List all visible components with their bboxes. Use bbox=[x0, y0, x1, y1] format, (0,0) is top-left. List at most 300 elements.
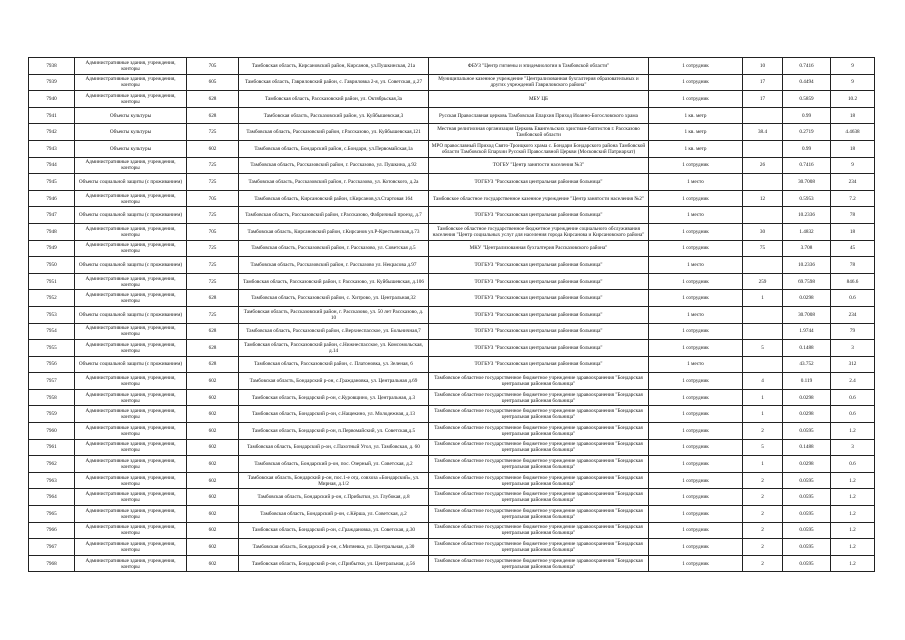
unit-cell: 1 сотрудник bbox=[649, 539, 743, 556]
value-cell: 0.0298 bbox=[783, 456, 831, 473]
object-type-cell: Административные здания, учреждения, конторы bbox=[75, 323, 187, 340]
object-type-cell: Административные здания, учреждения, конторы bbox=[75, 273, 187, 290]
organization-cell: Тамбовское областное государственное бюджетное учреждение здравоохранения "Бондарская центральная районная больница" bbox=[429, 439, 649, 456]
organization-cell: Тамбовское областное государственное бюджетное учреждение здравоохранения "Бондарская центральная районная больница" bbox=[429, 555, 649, 572]
quantity-cell: 2 bbox=[743, 489, 783, 506]
code-cell: 602 bbox=[187, 522, 239, 539]
unit-cell: 1 сотрудник bbox=[649, 190, 743, 207]
code-cell: 705 bbox=[187, 223, 239, 240]
table-row bbox=[29, 107, 875, 124]
object-type-cell: Объекты культуры bbox=[75, 107, 187, 124]
table-row bbox=[29, 157, 875, 174]
code-cell: 602 bbox=[187, 506, 239, 523]
row-number-cell: 7967 bbox=[29, 539, 75, 556]
value-cell: 30.7008 bbox=[783, 174, 831, 191]
object-type-cell: Административные здания, учреждения, конторы bbox=[75, 423, 187, 440]
address-cell: Тамбовская область, Бондарский р-он, с.Пахотный Угол, ул. Тамбовская, д. 60 bbox=[239, 439, 429, 456]
unit-cell: 1 сотрудник bbox=[649, 506, 743, 523]
quantity-cell: 1 bbox=[743, 406, 783, 423]
table-row bbox=[29, 240, 875, 257]
row-number-cell: 7947 bbox=[29, 207, 75, 224]
code-cell: 725 bbox=[187, 273, 239, 290]
quantity-cell bbox=[743, 107, 783, 124]
value-cell: 0.0595 bbox=[783, 555, 831, 572]
organization-cell: Местная религиозная организация Церковь Евангельских христиан-баптистов г. Рассказово Тамбовской области bbox=[429, 124, 649, 141]
code-cell: 602 bbox=[187, 140, 239, 157]
row-number-cell: 7952 bbox=[29, 290, 75, 307]
unit-cell: 1 сотрудник bbox=[649, 406, 743, 423]
quantity-cell: 38.4 bbox=[743, 124, 783, 141]
unit-cell: 1 кв. метр bbox=[649, 107, 743, 124]
row-number-cell: 7953 bbox=[29, 306, 75, 323]
unit-cell: 1 сотрудник bbox=[649, 91, 743, 108]
row-number-cell: 7946 bbox=[29, 190, 75, 207]
address-cell: Тамбовская область, Бондарский р-он, с.Граждановка, ул. Центральная д.69 bbox=[239, 373, 429, 390]
table-row bbox=[29, 174, 875, 191]
address-cell: Тамбовская область, Бондарский р-он, с.Нащекино, ул. Молодежная, д.13 bbox=[239, 406, 429, 423]
address-cell: Тамбовская область, Рассказовский район, ул. Октябрьская,3а bbox=[239, 91, 429, 108]
address-cell: Тамбовская область, Рассказовский район, с.Верхнеспасское, ул. Больничная,7 bbox=[239, 323, 429, 340]
quantity-cell bbox=[743, 257, 783, 274]
organization-cell: Тамбовское областное государственное бюджетное учреждение здравоохранения "Бондарская центральная районная больница" bbox=[429, 423, 649, 440]
norm-cell: 9 bbox=[831, 157, 875, 174]
value-cell: 0.0298 bbox=[783, 406, 831, 423]
address-cell: Тамбовская область, Рассказовский район, ул. Куйбышевская,3 bbox=[239, 107, 429, 124]
value-cell: 0.0298 bbox=[783, 290, 831, 307]
address-cell: Тамбовская область, Рассказовский район, г. Рассказово, ул. Советская д.5 bbox=[239, 240, 429, 257]
object-type-cell: Административные здания, учреждения, конторы bbox=[75, 555, 187, 572]
quantity-cell bbox=[743, 306, 783, 323]
address-cell: Тамбовская область, Кирсановский район, г.Кирсанов ул.Р-Крестьянская,д.73 bbox=[239, 223, 429, 240]
table-row bbox=[29, 91, 875, 108]
unit-cell: 1 сотрудник bbox=[649, 273, 743, 290]
value-cell: 0.1488 bbox=[783, 439, 831, 456]
quantity-cell: 26 bbox=[743, 157, 783, 174]
quantity-cell: 30 bbox=[743, 223, 783, 240]
quantity-cell: 17 bbox=[743, 91, 783, 108]
row-number-cell: 7951 bbox=[29, 273, 75, 290]
quantity-cell: 2 bbox=[743, 539, 783, 556]
row-number-cell: 7966 bbox=[29, 522, 75, 539]
object-type-cell: Объекты социальной защиты (с проживанием) bbox=[75, 306, 187, 323]
address-cell: Тамбовская область, Кирсановский район, г.Кирсанов,ул.Стартовая 164 bbox=[239, 190, 429, 207]
address-cell: Тамбовская область, Гавриловский район, с. Гавриловка 2-я, ул. Советская, д.27 bbox=[239, 74, 429, 91]
table-row bbox=[29, 124, 875, 141]
norm-cell: 312 bbox=[831, 356, 875, 373]
address-cell: Тамбовская область, Рассказовский район, г. Рассказово ул. Некрасова д.97 bbox=[239, 257, 429, 274]
table-row bbox=[29, 257, 875, 274]
code-cell: 725 bbox=[187, 124, 239, 141]
table-row bbox=[29, 273, 875, 290]
organization-cell: Тамбовское областное государственное бюджетное учреждение здравоохранения "Бондарская центральная районная больница" bbox=[429, 539, 649, 556]
row-number-cell: 7950 bbox=[29, 257, 75, 274]
table-row bbox=[29, 406, 875, 423]
address-cell: Тамбовская область, Рассказовский район, с.Нижнеспасское, ул. Комсомольская, д.14 bbox=[239, 340, 429, 357]
quantity-cell: 12 bbox=[743, 190, 783, 207]
code-cell: 725 bbox=[187, 306, 239, 323]
organization-cell: Тамбовское областное государственное бюджетное учреждение здравоохранения "Бондарская центральная районная больница" bbox=[429, 389, 649, 406]
unit-cell: 1 сотрудник bbox=[649, 340, 743, 357]
object-type-cell: Объекты культуры bbox=[75, 140, 187, 157]
address-cell: Тамбовская область, Бондарский район, с.Бондари, ул.Первомайская,1а bbox=[239, 140, 429, 157]
table-row bbox=[29, 373, 875, 390]
object-type-cell: Административные здания, учреждения, конторы bbox=[75, 439, 187, 456]
organization-cell: МРО православный Приход Свято-Троицкого храма с. Бондари Бондарского района Тамбовской области Тамбовской Епархии Русской Православной Церкви (Московский Патриархат) bbox=[429, 140, 649, 157]
code-cell: 628 bbox=[187, 356, 239, 373]
code-cell: 602 bbox=[187, 406, 239, 423]
code-cell: 602 bbox=[187, 439, 239, 456]
organization-cell: ТОГБУЗ "Рассказовская центральная районная больница" bbox=[429, 356, 649, 373]
norm-cell: 79 bbox=[831, 323, 875, 340]
quantity-cell: 5 bbox=[743, 439, 783, 456]
organization-cell: Тамбовское областное государственное казенное учреждение "Центр занятости населения №2" bbox=[429, 190, 649, 207]
table-row bbox=[29, 323, 875, 340]
quantity-cell: 2 bbox=[743, 472, 783, 489]
table-row bbox=[29, 423, 875, 440]
organization-cell: ТОГБУЗ "Рассказовская центральная районная больница" bbox=[429, 306, 649, 323]
unit-cell: 1 сотрудник bbox=[649, 555, 743, 572]
norm-cell: 7.2 bbox=[831, 190, 875, 207]
unit-cell: 1 сотрудник bbox=[649, 157, 743, 174]
address-cell: Тамбовская область, Рассказовский район, г. Рассказово, ул. Куйбышевская, д.106 bbox=[239, 273, 429, 290]
row-number-cell: 7957 bbox=[29, 373, 75, 390]
object-type-cell: Административные здания, учреждения, конторы bbox=[75, 190, 187, 207]
table-row bbox=[29, 489, 875, 506]
address-cell: Тамбовская область, Бондарский р-он, с.Граждановка, ул. Советская, д.30 bbox=[239, 522, 429, 539]
address-cell: Тамбовская область, Рассказовский район, с. Хитрово, ул. Центральная,32 bbox=[239, 290, 429, 307]
table-row bbox=[29, 207, 875, 224]
row-number-cell: 7964 bbox=[29, 489, 75, 506]
norm-cell: 9 bbox=[831, 74, 875, 91]
norm-cell: 18 bbox=[831, 223, 875, 240]
unit-cell: 1 место bbox=[649, 257, 743, 274]
value-cell: 10.2336 bbox=[783, 257, 831, 274]
norm-cell: 1.2 bbox=[831, 555, 875, 572]
row-number-cell: 7942 bbox=[29, 124, 75, 141]
code-cell: 602 bbox=[187, 456, 239, 473]
norm-cell: 1.2 bbox=[831, 472, 875, 489]
object-type-cell: Административные здания, учреждения, конторы bbox=[75, 157, 187, 174]
value-cell: 0.2719 bbox=[783, 124, 831, 141]
value-cell: 30.7008 bbox=[783, 306, 831, 323]
object-type-cell: Объекты культуры bbox=[75, 124, 187, 141]
unit-cell: 1 сотрудник bbox=[649, 323, 743, 340]
table-row bbox=[29, 506, 875, 523]
unit-cell: 1 кв. метр bbox=[649, 124, 743, 141]
norm-cell: 3 bbox=[831, 439, 875, 456]
table-row bbox=[29, 58, 875, 75]
value-cell: 0.7416 bbox=[783, 157, 831, 174]
code-cell: 628 bbox=[187, 91, 239, 108]
organization-cell: ТОГБУЗ "Рассказовская центральная районная больница" bbox=[429, 207, 649, 224]
norm-cell: 78 bbox=[831, 257, 875, 274]
address-cell: Тамбовская область, Бондарский р-он, пос.1-е отд. совхоза «Бондарский», ул. Мирная, д.1/2 bbox=[239, 472, 429, 489]
object-type-cell: Административные здания, учреждения, конторы bbox=[75, 373, 187, 390]
norm-cell: 234 bbox=[831, 306, 875, 323]
table-row bbox=[29, 290, 875, 307]
norm-cell: 846.6 bbox=[831, 273, 875, 290]
quantity-cell: 2 bbox=[743, 555, 783, 572]
quantity-cell bbox=[743, 356, 783, 373]
norm-cell: 1.2 bbox=[831, 489, 875, 506]
address-cell: Тамбовская область, Кирсановский район, Кирсанов, ул.Пушкинская, 21а bbox=[239, 58, 429, 75]
value-cell: 0.119 bbox=[783, 373, 831, 390]
address-cell: Тамбовская область, Бондарский р-он, с.Кёрша, ул. Советская, д.2 bbox=[239, 506, 429, 523]
address-cell: Тамбовская область, Рассказовский район, г.Рассказово, ул. Куйбышевская,121 bbox=[239, 124, 429, 141]
object-type-cell: Административные здания, учреждения, конторы bbox=[75, 223, 187, 240]
row-number-cell: 7945 bbox=[29, 174, 75, 191]
organization-cell: ТОГБУЗ "Рассказовская центральная районная больница" bbox=[429, 323, 649, 340]
code-cell: 725 bbox=[187, 207, 239, 224]
quantity-cell bbox=[743, 323, 783, 340]
value-cell: 1.9744 bbox=[783, 323, 831, 340]
row-number-cell: 7962 bbox=[29, 456, 75, 473]
value-cell: 0.1488 bbox=[783, 340, 831, 357]
address-cell: Тамбовская область, Рассказовский район, с. Платоновка, ул. Зеленая, 6 bbox=[239, 356, 429, 373]
organization-cell: ТОГБУЗ "Рассказовская центральная районная больница" bbox=[429, 273, 649, 290]
norm-cell: 0.6 bbox=[831, 290, 875, 307]
value-cell: 3.708 bbox=[783, 240, 831, 257]
row-number-cell: 7955 bbox=[29, 340, 75, 357]
row-number-cell: 7943 bbox=[29, 140, 75, 157]
table-row bbox=[29, 522, 875, 539]
object-type-cell: Административные здания, учреждения, конторы bbox=[75, 74, 187, 91]
code-cell: 725 bbox=[187, 240, 239, 257]
object-type-cell: Административные здания, учреждения, конторы bbox=[75, 58, 187, 75]
quantity-cell: 75 bbox=[743, 240, 783, 257]
address-cell: Тамбовская область, Рассказовский район, г. Рассказово, ул. 50 лет Рассказово, д. 10 bbox=[239, 306, 429, 323]
table-row bbox=[29, 472, 875, 489]
quantity-cell: 10 bbox=[743, 58, 783, 75]
row-number-cell: 7949 bbox=[29, 240, 75, 257]
norm-cell: 10.2 bbox=[831, 91, 875, 108]
quantity-cell: 4 bbox=[743, 373, 783, 390]
object-type-cell: Административные здания, учреждения, конторы bbox=[75, 472, 187, 489]
norm-cell: 1.2 bbox=[831, 506, 875, 523]
code-cell: 602 bbox=[187, 389, 239, 406]
norm-cell: 1.2 bbox=[831, 423, 875, 440]
value-cell: 69.7598 bbox=[783, 273, 831, 290]
unit-cell: 1 сотрудник bbox=[649, 423, 743, 440]
quantity-cell: 2 bbox=[743, 522, 783, 539]
value-cell: 0.0595 bbox=[783, 472, 831, 489]
row-number-cell: 7968 bbox=[29, 555, 75, 572]
value-cell: 43.752 bbox=[783, 356, 831, 373]
unit-cell: 1 сотрудник bbox=[649, 74, 743, 91]
organization-cell: Тамбовское областное государственное бюджетное учреждение здравоохранения "Бондарская центральная районная больница" bbox=[429, 522, 649, 539]
organization-cell: Тамбовское областное государственное бюджетное учреждение здравоохранения "Бондарская центральная районная больница" bbox=[429, 472, 649, 489]
unit-cell: 1 сотрудник bbox=[649, 489, 743, 506]
code-cell: 628 bbox=[187, 290, 239, 307]
organization-cell: Тамбовское областное государственное бюджетное учреждение здравоохранения "Бондарская центральная районная больница" bbox=[429, 489, 649, 506]
row-number-cell: 7960 bbox=[29, 423, 75, 440]
row-number-cell: 7954 bbox=[29, 323, 75, 340]
norm-cell: 9 bbox=[831, 58, 875, 75]
quantity-cell: 1 bbox=[743, 389, 783, 406]
row-number-cell: 7959 bbox=[29, 406, 75, 423]
quantity-cell: 1 bbox=[743, 290, 783, 307]
object-type-cell: Административные здания, учреждения, конторы bbox=[75, 340, 187, 357]
table-row bbox=[29, 389, 875, 406]
unit-cell: 1 сотрудник bbox=[649, 456, 743, 473]
value-cell: 0.99 bbox=[783, 140, 831, 157]
organization-cell: Тамбовское областное государственное бюджетное учреждение здравоохранения "Бондарская центральная районная больница" bbox=[429, 373, 649, 390]
code-cell: 602 bbox=[187, 472, 239, 489]
unit-cell: 1 сотрудник bbox=[649, 389, 743, 406]
unit-cell: 1 сотрудник bbox=[649, 240, 743, 257]
row-number-cell: 7941 bbox=[29, 107, 75, 124]
unit-cell: 1 сотрудник bbox=[649, 290, 743, 307]
row-number-cell: 7958 bbox=[29, 389, 75, 406]
address-cell: Тамбовская область, Рассказовский район, г. Рассказово, ул. Пушкина, д.92 bbox=[239, 157, 429, 174]
unit-cell: 1 сотрудник bbox=[649, 373, 743, 390]
table-row bbox=[29, 140, 875, 157]
unit-cell: 1 сотрудник bbox=[649, 472, 743, 489]
quantity-cell: 2 bbox=[743, 423, 783, 440]
organization-cell: Русская Православная церковь Тамбовская Епархия Приход Иоанно-Богословского храма bbox=[429, 107, 649, 124]
code-cell: 725 bbox=[187, 257, 239, 274]
value-cell: 0.5859 bbox=[783, 91, 831, 108]
organization-cell: ФБУЗ "Центр гигиены и эпидемиологии в Тамбовской области" bbox=[429, 58, 649, 75]
table-row bbox=[29, 223, 875, 240]
value-cell: 0.7416 bbox=[783, 58, 831, 75]
quantity-cell: 2 bbox=[743, 506, 783, 523]
address-cell: Тамбовская область, Бондарский р-он, с.Прибытки, ул. Центральная, д.56 bbox=[239, 555, 429, 572]
table-row bbox=[29, 190, 875, 207]
code-cell: 705 bbox=[187, 190, 239, 207]
unit-cell: 1 кв. метр bbox=[649, 140, 743, 157]
unit-cell: 1 сотрудник bbox=[649, 223, 743, 240]
value-cell: 1.4832 bbox=[783, 223, 831, 240]
object-type-cell: Объекты социальной защиты (с проживанием) bbox=[75, 174, 187, 191]
registry-table bbox=[28, 57, 875, 572]
code-cell: 725 bbox=[187, 174, 239, 191]
unit-cell: 1 место bbox=[649, 174, 743, 191]
quantity-cell bbox=[743, 174, 783, 191]
object-type-cell: Административные здания, учреждения, конторы bbox=[75, 456, 187, 473]
organization-cell: Тамбовское областное государственное бюджетное учреждение социального обслуживания населения "Центр социальных услуг для населения города Кирсанова и Кирсановского района" bbox=[429, 223, 649, 240]
row-number-cell: 7965 bbox=[29, 506, 75, 523]
value-cell: 0.5953 bbox=[783, 190, 831, 207]
object-type-cell: Административные здания, учреждения, конторы bbox=[75, 489, 187, 506]
object-type-cell: Объекты социальной защиты (с проживанием) bbox=[75, 356, 187, 373]
address-cell: Тамбовская область, Бондарский р-он, с.Митяевка, ул. Центральная, д.30 bbox=[239, 539, 429, 556]
row-number-cell: 7940 bbox=[29, 91, 75, 108]
row-number-cell: 7948 bbox=[29, 223, 75, 240]
table-row bbox=[29, 539, 875, 556]
row-number-cell: 7956 bbox=[29, 356, 75, 373]
code-cell: 602 bbox=[187, 555, 239, 572]
address-cell: Тамбовская область, Бондарский р-он, с.Куровщино, ул. Центральная, д.3 bbox=[239, 389, 429, 406]
unit-cell: 1 место bbox=[649, 306, 743, 323]
organization-cell: ТОГБУЗ "Рассказовская центральная районная больница" bbox=[429, 290, 649, 307]
unit-cell: 1 место bbox=[649, 356, 743, 373]
row-number-cell: 7963 bbox=[29, 472, 75, 489]
quantity-cell bbox=[743, 207, 783, 224]
address-cell: Тамбовская область, Бондарский р-он, с.Прибытки, ул. Глубокая, д.8 bbox=[239, 489, 429, 506]
object-type-cell: Административные здания, учреждения, конторы bbox=[75, 522, 187, 539]
object-type-cell: Административные здания, учреждения, конторы bbox=[75, 240, 187, 257]
code-cell: 725 bbox=[187, 157, 239, 174]
code-cell: 628 bbox=[187, 323, 239, 340]
unit-cell: 1 сотрудник bbox=[649, 58, 743, 75]
norm-cell: 78 bbox=[831, 207, 875, 224]
row-number-cell: 7939 bbox=[29, 74, 75, 91]
quantity-cell: 1 bbox=[743, 456, 783, 473]
quantity-cell: 259 bbox=[743, 273, 783, 290]
row-number-cell: 7938 bbox=[29, 58, 75, 75]
norm-cell: 4.4638 bbox=[831, 124, 875, 141]
organization-cell: ТОГБУЗ "Рассказовская центральная районная больница" bbox=[429, 174, 649, 191]
object-type-cell: Административные здания, учреждения, конторы bbox=[75, 539, 187, 556]
norm-cell: 1.2 bbox=[831, 522, 875, 539]
unit-cell: 1 место bbox=[649, 207, 743, 224]
norm-cell: 18 bbox=[831, 107, 875, 124]
organization-cell: Тамбовское областное государственное бюджетное учреждение здравоохранения "Бондарская центральная районная больница" bbox=[429, 506, 649, 523]
address-cell: Тамбовская область, Рассказовский район, г. Рассказово, ул. Котовского, д.2а bbox=[239, 174, 429, 191]
code-cell: 628 bbox=[187, 340, 239, 357]
organization-cell: МБУ ЦБ bbox=[429, 91, 649, 108]
organization-cell: Тамбовское областное государственное бюджетное учреждение здравоохранения "Бондарская центральная районная больница" bbox=[429, 406, 649, 423]
value-cell: 0.99 bbox=[783, 107, 831, 124]
address-cell: Тамбовская область, Бондарский р-он, п.Первомайский, ул. Советская,д.5 bbox=[239, 423, 429, 440]
organization-cell: ТОГБУ "Центр занятости населения №3" bbox=[429, 157, 649, 174]
organization-cell: Тамбовское областное государственное бюджетное учреждение здравоохранения "Бондарская центральная районная больница" bbox=[429, 456, 649, 473]
organization-cell: Муниципальное казенное учреждение "Централизованная бухгалтерия образовательных и других учреждений Гавриловского района" bbox=[429, 74, 649, 91]
object-type-cell: Административные здания, учреждения, конторы bbox=[75, 406, 187, 423]
organization-cell: ТОГБУЗ "Рассказовская центральная районная больница" bbox=[429, 257, 649, 274]
address-cell: Тамбовская область, Бондарский р-он, пос. Озерный, ул. Советская, д.2 bbox=[239, 456, 429, 473]
norm-cell: 0.6 bbox=[831, 456, 875, 473]
quantity-cell: 5 bbox=[743, 340, 783, 357]
code-cell: 705 bbox=[187, 58, 239, 75]
table-row bbox=[29, 306, 875, 323]
code-cell: 602 bbox=[187, 539, 239, 556]
organization-cell: МКУ "Централизованная бухгалтерия Рассказовского района" bbox=[429, 240, 649, 257]
object-type-cell: Административные здания, учреждения, конторы bbox=[75, 506, 187, 523]
code-cell: 602 bbox=[187, 423, 239, 440]
code-cell: 602 bbox=[187, 489, 239, 506]
code-cell: 602 bbox=[187, 373, 239, 390]
table-row bbox=[29, 456, 875, 473]
address-cell: Тамбовская область, Рассказовский район, г.Рассказово, Фабричный проезд, д.7 bbox=[239, 207, 429, 224]
value-cell: 10.2336 bbox=[783, 207, 831, 224]
value-cell: 0.0298 bbox=[783, 389, 831, 406]
organization-cell: ТОГБУЗ "Рассказовская центральная районная больница" bbox=[429, 340, 649, 357]
value-cell: 0.0595 bbox=[783, 522, 831, 539]
norm-cell: 2.4 bbox=[831, 373, 875, 390]
unit-cell: 1 сотрудник bbox=[649, 439, 743, 456]
table-row bbox=[29, 439, 875, 456]
row-number-cell: 7944 bbox=[29, 157, 75, 174]
row-number-cell: 7961 bbox=[29, 439, 75, 456]
norm-cell: 0.6 bbox=[831, 389, 875, 406]
norm-cell: 45 bbox=[831, 240, 875, 257]
object-type-cell: Административные здания, учреждения, конторы bbox=[75, 290, 187, 307]
unit-cell: 1 сотрудник bbox=[649, 522, 743, 539]
norm-cell: 234 bbox=[831, 174, 875, 191]
object-type-cell: Объекты социальной защиты (с проживанием) bbox=[75, 257, 187, 274]
table-row bbox=[29, 356, 875, 373]
norm-cell: 3 bbox=[831, 340, 875, 357]
code-cell: 605 bbox=[187, 74, 239, 91]
object-type-cell: Объекты социальной защиты (с проживанием) bbox=[75, 207, 187, 224]
object-type-cell: Административные здания, учреждения, конторы bbox=[75, 389, 187, 406]
value-cell: 0.0595 bbox=[783, 489, 831, 506]
norm-cell: 1.2 bbox=[831, 539, 875, 556]
object-type-cell: Административные здания, учреждения, конторы bbox=[75, 91, 187, 108]
norm-cell: 18 bbox=[831, 140, 875, 157]
